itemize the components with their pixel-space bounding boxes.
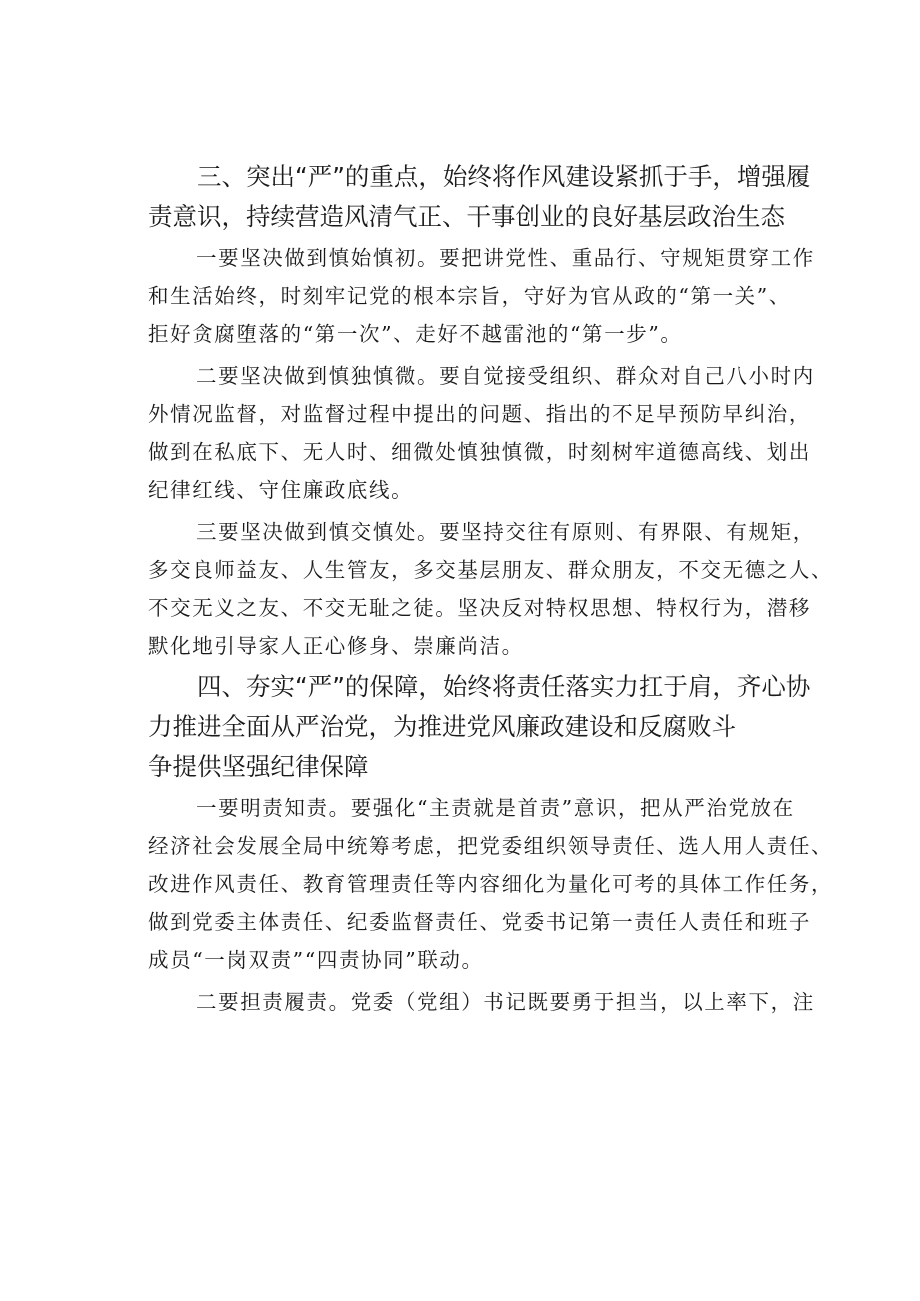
paragraph-line: 一要坚决做到慎始慎初。要把讲党性、重品行、守规矩贯穿工作 <box>196 246 815 270</box>
section-4-paragraph-2 <box>148 983 815 1021</box>
paragraph-line: 二要坚决做到慎独慎微。要自觉接受组织、群众对自己八小时内 <box>196 364 815 388</box>
paragraph-line: 经济社会发展全局中统筹考虑，把党委组织领导责任、选人用人责任、 <box>148 834 834 858</box>
heading-line: 四、夯实“严”的保障，始终将责任落实力扛于肩，齐心协 <box>197 672 811 701</box>
paragraph-line: 不交无义之友、不交无耻之徒。坚决反对特权思想、特权行为，潜移 <box>148 596 811 620</box>
paragraph-line: 成员“一岗双责”“四责协同”联动。 <box>148 948 484 972</box>
section-4-heading <box>148 667 811 787</box>
paragraph-line: 三要坚决做到慎交慎处。要坚持交往有原则、有界限、有规矩， <box>196 520 815 544</box>
heading-line: 争提供坚强纪律保障 <box>148 752 369 781</box>
section-3-paragraph-1 <box>148 239 815 353</box>
paragraph-line: 拒好贪腐堕落的“第一次”、走好不越雷池的“第一步”。 <box>148 322 683 346</box>
section-3-heading <box>148 157 811 237</box>
paragraph-line: 默化地引导家人正心修身、崇廉尚洁。 <box>148 634 524 658</box>
section-4-paragraph-1 <box>148 789 834 979</box>
paragraph-line: 纪律红线、守住廉政底线。 <box>148 478 414 502</box>
heading-line: 力推进全面从严治党，为推进党风廉政建设和反腐败斗 <box>148 712 736 741</box>
section-3-paragraph-2 <box>148 357 815 509</box>
paragraph-line: 和生活始终，时刻牢记党的根本宗旨，守好为官从政的“第一关”、 <box>148 284 791 308</box>
document-body <box>148 157 834 1021</box>
paragraph-line: 做到党委主体责任、纪委监督责任、党委书记第一责任人责任和班子 <box>148 910 811 934</box>
heading-line: 责意识，持续营造风清气正、干事创业的良好基层政治生态 <box>148 202 785 231</box>
paragraph-line: 改进作风责任、教育管理责任等内容细化为量化可考的具体工作任务， <box>148 872 834 896</box>
paragraph-line: 多交良师益友、人生管友，多交基层朋友、群众朋友，不交无德之人、 <box>148 558 834 582</box>
heading-line: 三、突出“严”的重点，始终将作风建设紧抓于手，增强履 <box>197 162 811 191</box>
paragraph-line: 做到在私底下、无人时、细微处慎独慎微，时刻树牢道德高线、划出 <box>148 440 811 464</box>
section-3-paragraph-3 <box>148 513 834 665</box>
paragraph-line: 二要担责履责。党委（党组）书记既要勇于担当，以上率下，注 <box>196 990 815 1014</box>
paragraph-line: 外情况监督，对监督过程中提出的问题、指出的不足早预防早纠治， <box>148 402 811 426</box>
paragraph-line: 一要明责知责。要强化“主责就是首责”意识，把从严治党放在 <box>196 796 795 820</box>
